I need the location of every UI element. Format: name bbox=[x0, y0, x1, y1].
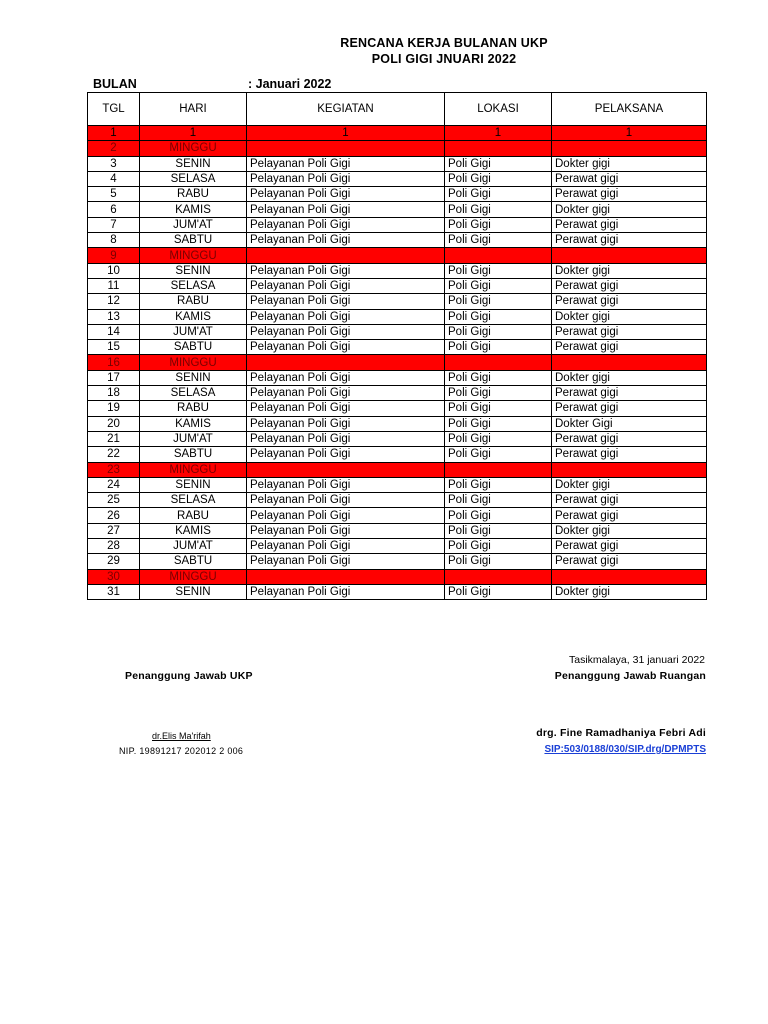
cell-tgl: 30 bbox=[88, 569, 140, 584]
cell-tgl: 8 bbox=[88, 233, 140, 248]
cell-pelaksana bbox=[552, 355, 707, 370]
cell-kegiatan: Pelayanan Poli Gigi bbox=[247, 539, 445, 554]
cell-lokasi: Poli Gigi bbox=[445, 309, 552, 324]
signature-right-title: Penanggung Jawab Ruangan bbox=[554, 670, 706, 682]
table-row bbox=[88, 416, 707, 431]
cell-lokasi: Poli Gigi bbox=[445, 340, 552, 355]
cell-lokasi: Poli Gigi bbox=[445, 278, 552, 293]
table-row bbox=[88, 462, 707, 477]
cell-hari: RABU bbox=[140, 508, 247, 523]
cell-hari: JUM'AT bbox=[140, 324, 247, 339]
cell-tgl: 23 bbox=[88, 462, 140, 477]
cell-hari: SABTU bbox=[140, 340, 247, 355]
cell-lokasi: Poli Gigi bbox=[445, 263, 552, 278]
cell-lokasi: Poli Gigi bbox=[445, 477, 552, 492]
cell-pelaksana: Dokter Gigi bbox=[552, 416, 707, 431]
cell-kegiatan: Pelayanan Poli Gigi bbox=[247, 508, 445, 523]
cell-pelaksana: Perawat gigi bbox=[552, 539, 707, 554]
cell-tgl: 15 bbox=[88, 340, 140, 355]
table-row bbox=[88, 401, 707, 416]
cell-hari: JUM'AT bbox=[140, 217, 247, 232]
month-value: : Januari 2022 bbox=[248, 77, 332, 91]
cell-pelaksana: Perawat gigi bbox=[552, 508, 707, 523]
cell-tgl: 22 bbox=[88, 447, 140, 462]
cell-hari: MINGGU bbox=[140, 355, 247, 370]
table-row bbox=[88, 447, 707, 462]
cell-hari: SENIN bbox=[140, 263, 247, 278]
cell-kegiatan bbox=[247, 462, 445, 477]
cell-kegiatan bbox=[247, 569, 445, 584]
cell-tgl: 13 bbox=[88, 309, 140, 324]
cell-hari: SENIN bbox=[140, 370, 247, 385]
cell-hari: RABU bbox=[140, 401, 247, 416]
cell-hari: SELASA bbox=[140, 493, 247, 508]
cell-pelaksana: Dokter gigi bbox=[552, 584, 707, 599]
cell-kegiatan: Pelayanan Poli Gigi bbox=[247, 370, 445, 385]
column-header-hari: HARI bbox=[140, 93, 247, 126]
cell-lokasi: Poli Gigi bbox=[445, 401, 552, 416]
cell-lokasi: Poli Gigi bbox=[445, 493, 552, 508]
cell-kegiatan: Pelayanan Poli Gigi bbox=[247, 523, 445, 538]
cell-kegiatan: Pelayanan Poli Gigi bbox=[247, 416, 445, 431]
cell-tgl: 6 bbox=[88, 202, 140, 217]
cell-hari: KAMIS bbox=[140, 202, 247, 217]
cell-lokasi: Poli Gigi bbox=[445, 294, 552, 309]
cell-lokasi: Poli Gigi bbox=[445, 156, 552, 171]
cell-tgl: 26 bbox=[88, 508, 140, 523]
cell-kegiatan: Pelayanan Poli Gigi bbox=[247, 263, 445, 278]
cell-kegiatan bbox=[247, 355, 445, 370]
table-row bbox=[88, 355, 707, 370]
cell-lokasi: Poli Gigi bbox=[445, 202, 552, 217]
cell-tgl: 17 bbox=[88, 370, 140, 385]
cell-kegiatan: Pelayanan Poli Gigi bbox=[247, 477, 445, 492]
cell-pelaksana: Perawat gigi bbox=[552, 324, 707, 339]
table-row bbox=[88, 569, 707, 584]
cell-lokasi: Poli Gigi bbox=[445, 233, 552, 248]
cell-lokasi: Poli Gigi bbox=[445, 324, 552, 339]
cell-hari: RABU bbox=[140, 187, 247, 202]
cell-kegiatan: Pelayanan Poli Gigi bbox=[247, 554, 445, 569]
cell-tgl: 11 bbox=[88, 278, 140, 293]
cell-pelaksana: Dokter gigi bbox=[552, 202, 707, 217]
cell-lokasi: Poli Gigi bbox=[445, 171, 552, 186]
cell-lokasi: Poli Gigi bbox=[445, 217, 552, 232]
cell-kegiatan: Pelayanan Poli Gigi bbox=[247, 171, 445, 186]
cell-tgl: 16 bbox=[88, 355, 140, 370]
cell-pelaksana: Dokter gigi bbox=[552, 309, 707, 324]
cell-hari: JUM'AT bbox=[140, 539, 247, 554]
table-row bbox=[88, 309, 707, 324]
cell-lokasi bbox=[445, 569, 552, 584]
cell-tgl: 18 bbox=[88, 386, 140, 401]
table-row bbox=[88, 477, 707, 492]
cell-lokasi: Poli Gigi bbox=[445, 584, 552, 599]
signature-left-name: dr.Elis Ma'rifah bbox=[152, 731, 211, 741]
cell-pelaksana: Dokter gigi bbox=[552, 477, 707, 492]
cell-hari: SELASA bbox=[140, 278, 247, 293]
table-row bbox=[88, 156, 707, 171]
cell-tgl: 29 bbox=[88, 554, 140, 569]
cell-pelaksana bbox=[552, 569, 707, 584]
table-row bbox=[88, 340, 707, 355]
cell-pelaksana: Perawat gigi bbox=[552, 233, 707, 248]
cell-pelaksana: Perawat gigi bbox=[552, 187, 707, 202]
cell-kegiatan: Pelayanan Poli Gigi bbox=[247, 233, 445, 248]
table-row bbox=[88, 187, 707, 202]
table-row bbox=[88, 126, 707, 141]
cell-lokasi bbox=[445, 248, 552, 263]
cell-hari: SABTU bbox=[140, 447, 247, 462]
cell-kegiatan: Pelayanan Poli Gigi bbox=[247, 187, 445, 202]
table-row bbox=[88, 508, 707, 523]
table-row bbox=[88, 233, 707, 248]
cell-lokasi bbox=[445, 462, 552, 477]
cell-tgl: 21 bbox=[88, 431, 140, 446]
cell-hari: SENIN bbox=[140, 477, 247, 492]
cell-kegiatan: Pelayanan Poli Gigi bbox=[247, 294, 445, 309]
cell-lokasi: 1 bbox=[445, 126, 552, 141]
cell-lokasi: Poli Gigi bbox=[445, 447, 552, 462]
column-header-lokasi: LOKASI bbox=[445, 93, 552, 126]
cell-kegiatan: Pelayanan Poli Gigi bbox=[247, 324, 445, 339]
cell-lokasi: Poli Gigi bbox=[445, 187, 552, 202]
table-row bbox=[88, 248, 707, 263]
cell-hari: MINGGU bbox=[140, 248, 247, 263]
cell-tgl: 7 bbox=[88, 217, 140, 232]
cell-lokasi: Poli Gigi bbox=[445, 370, 552, 385]
document-subtitle: POLI GIGI JNUARI 2022 bbox=[371, 52, 517, 66]
cell-hari: MINGGU bbox=[140, 141, 247, 156]
cell-pelaksana: Perawat gigi bbox=[552, 554, 707, 569]
cell-pelaksana: Perawat gigi bbox=[552, 386, 707, 401]
table-row bbox=[88, 493, 707, 508]
table-row bbox=[88, 554, 707, 569]
cell-hari: KAMIS bbox=[140, 523, 247, 538]
cell-lokasi: Poli Gigi bbox=[445, 386, 552, 401]
cell-kegiatan: 1 bbox=[247, 126, 445, 141]
column-header-tgl: TGL bbox=[88, 93, 140, 126]
cell-lokasi: Poli Gigi bbox=[445, 508, 552, 523]
cell-hari: JUM'AT bbox=[140, 431, 247, 446]
cell-hari: SABTU bbox=[140, 233, 247, 248]
cell-kegiatan bbox=[247, 141, 445, 156]
cell-pelaksana: Dokter gigi bbox=[552, 523, 707, 538]
cell-tgl: 10 bbox=[88, 263, 140, 278]
table-header-row bbox=[88, 93, 707, 126]
cell-hari: KAMIS bbox=[140, 416, 247, 431]
cell-tgl: 25 bbox=[88, 493, 140, 508]
signature-right-sip-link[interactable]: SIP:503/0188/030/SIP.drg/DPMPTS bbox=[544, 744, 706, 755]
cell-pelaksana: 1 bbox=[552, 126, 707, 141]
cell-pelaksana: Perawat gigi bbox=[552, 294, 707, 309]
cell-tgl: 20 bbox=[88, 416, 140, 431]
cell-pelaksana: Dokter gigi bbox=[552, 156, 707, 171]
cell-hari: MINGGU bbox=[140, 569, 247, 584]
cell-pelaksana: Perawat gigi bbox=[552, 431, 707, 446]
cell-pelaksana: Perawat gigi bbox=[552, 340, 707, 355]
table-row bbox=[88, 278, 707, 293]
cell-tgl: 3 bbox=[88, 156, 140, 171]
month-label: BULAN bbox=[93, 77, 137, 91]
cell-kegiatan: Pelayanan Poli Gigi bbox=[247, 401, 445, 416]
cell-tgl: 19 bbox=[88, 401, 140, 416]
cell-kegiatan: Pelayanan Poli Gigi bbox=[247, 309, 445, 324]
cell-kegiatan: Pelayanan Poli Gigi bbox=[247, 278, 445, 293]
signature-left-nip: NIP. 19891217 202012 2 006 bbox=[119, 746, 244, 756]
cell-tgl: 31 bbox=[88, 584, 140, 599]
cell-lokasi bbox=[445, 355, 552, 370]
table-row bbox=[88, 386, 707, 401]
cell-hari: SABTU bbox=[140, 554, 247, 569]
table-row bbox=[88, 431, 707, 446]
cell-lokasi: Poli Gigi bbox=[445, 431, 552, 446]
table-row bbox=[88, 217, 707, 232]
table-row bbox=[88, 294, 707, 309]
cell-pelaksana bbox=[552, 462, 707, 477]
cell-hari: 1 bbox=[140, 126, 247, 141]
cell-tgl: 27 bbox=[88, 523, 140, 538]
table-row bbox=[88, 523, 707, 538]
cell-pelaksana: Perawat gigi bbox=[552, 401, 707, 416]
cell-kegiatan: Pelayanan Poli Gigi bbox=[247, 386, 445, 401]
cell-tgl: 4 bbox=[88, 171, 140, 186]
column-header-pelaksana: PELAKSANA bbox=[552, 93, 707, 126]
cell-kegiatan: Pelayanan Poli Gigi bbox=[247, 447, 445, 462]
table-row bbox=[88, 263, 707, 278]
signature-right-name: drg. Fine Ramadhaniya Febri Adi bbox=[536, 727, 706, 739]
cell-tgl: 2 bbox=[88, 141, 140, 156]
cell-pelaksana: Perawat gigi bbox=[552, 493, 707, 508]
work-plan-table bbox=[87, 92, 707, 600]
cell-pelaksana: Perawat gigi bbox=[552, 217, 707, 232]
cell-tgl: 24 bbox=[88, 477, 140, 492]
table-row bbox=[88, 324, 707, 339]
cell-pelaksana: Perawat gigi bbox=[552, 171, 707, 186]
cell-kegiatan bbox=[247, 248, 445, 263]
cell-lokasi: Poli Gigi bbox=[445, 523, 552, 538]
cell-hari: SELASA bbox=[140, 171, 247, 186]
cell-hari: RABU bbox=[140, 294, 247, 309]
cell-kegiatan: Pelayanan Poli Gigi bbox=[247, 156, 445, 171]
table-row bbox=[88, 202, 707, 217]
table-row bbox=[88, 584, 707, 599]
cell-tgl: 5 bbox=[88, 187, 140, 202]
cell-tgl: 1 bbox=[88, 126, 140, 141]
column-header-kegiatan: KEGIATAN bbox=[247, 93, 445, 126]
signature-place-date: Tasikmalaya, 31 januari 2022 bbox=[569, 654, 705, 666]
cell-kegiatan: Pelayanan Poli Gigi bbox=[247, 340, 445, 355]
table-row bbox=[88, 539, 707, 554]
cell-pelaksana: Perawat gigi bbox=[552, 447, 707, 462]
cell-tgl: 12 bbox=[88, 294, 140, 309]
table-body bbox=[88, 126, 707, 600]
cell-kegiatan: Pelayanan Poli Gigi bbox=[247, 493, 445, 508]
cell-hari: SENIN bbox=[140, 156, 247, 171]
cell-pelaksana: Perawat gigi bbox=[552, 278, 707, 293]
cell-lokasi: Poli Gigi bbox=[445, 416, 552, 431]
cell-lokasi: Poli Gigi bbox=[445, 539, 552, 554]
cell-lokasi: Poli Gigi bbox=[445, 554, 552, 569]
cell-lokasi bbox=[445, 141, 552, 156]
cell-kegiatan: Pelayanan Poli Gigi bbox=[247, 202, 445, 217]
cell-hari: KAMIS bbox=[140, 309, 247, 324]
document-title: RENCANA KERJA BULANAN UKP bbox=[340, 36, 548, 50]
cell-pelaksana bbox=[552, 248, 707, 263]
cell-pelaksana bbox=[552, 141, 707, 156]
cell-tgl: 14 bbox=[88, 324, 140, 339]
table-row bbox=[88, 171, 707, 186]
cell-kegiatan: Pelayanan Poli Gigi bbox=[247, 217, 445, 232]
cell-hari: MINGGU bbox=[140, 462, 247, 477]
cell-tgl: 9 bbox=[88, 248, 140, 263]
cell-kegiatan: Pelayanan Poli Gigi bbox=[247, 584, 445, 599]
cell-pelaksana: Dokter gigi bbox=[552, 263, 707, 278]
cell-tgl: 28 bbox=[88, 539, 140, 554]
table-row bbox=[88, 141, 707, 156]
signature-left-title: Penanggung Jawab UKP bbox=[125, 670, 253, 682]
table-row bbox=[88, 370, 707, 385]
cell-hari: SENIN bbox=[140, 584, 247, 599]
cell-pelaksana: Dokter gigi bbox=[552, 370, 707, 385]
cell-hari: SELASA bbox=[140, 386, 247, 401]
cell-kegiatan: Pelayanan Poli Gigi bbox=[247, 431, 445, 446]
